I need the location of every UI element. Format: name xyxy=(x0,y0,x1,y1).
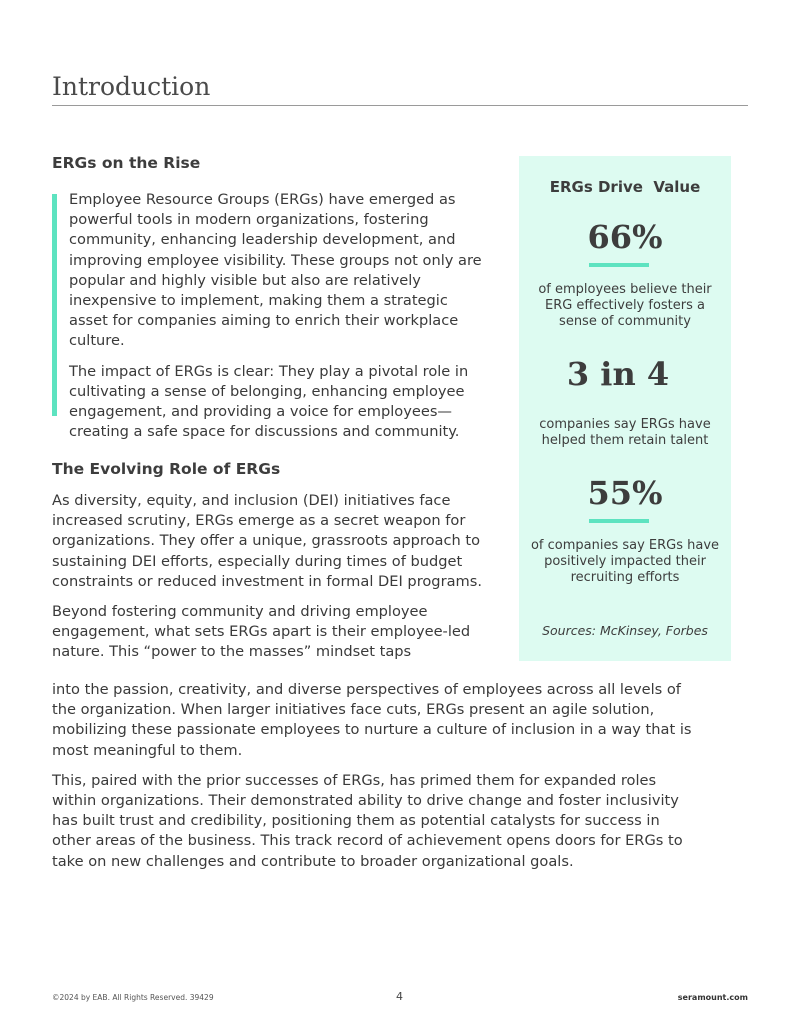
page-title: Introduction xyxy=(52,72,211,101)
paragraph: The impact of ERGs is clear: They play a pivotal role in cultivating a sense of belonging, enhancing employee engagement, and providing a voice for employees—creating a safe space for discussions and community. xyxy=(69,362,469,441)
paragraph: As diversity, equity, and inclusion (DEI) initiatives face increased scrutiny, ERGs emerge as a secret weapon for organizations. They offer a unique, grassroots approach to sustaining DEI efforts, especially during times of budget constraints or reduced investment in formal DEI programs. xyxy=(52,492,482,590)
body-full-width xyxy=(52,680,692,872)
sidebar-title: ERGs Drive Value xyxy=(549,178,701,196)
paragraph: into the passion, creativity, and diverse perspectives of employees across all levels of the organization. When larger initiatives face cuts, ERGs present an agile solution, mobilizing these passionate employees to nurture a culture of inclusion in a way that is most meaningful to them. xyxy=(52,681,692,759)
body-column xyxy=(52,491,497,663)
footer-site: seramount.com xyxy=(677,993,748,1002)
stat-value: 66% xyxy=(587,218,663,256)
stat-accent-bar xyxy=(589,263,649,267)
footer-copyright: ©2024 by EAB. All Rights Reserved. 39429 xyxy=(52,993,214,1002)
stat-description: companies say ERGs have helped them retain talent xyxy=(539,417,711,448)
section-heading-erg-rise: ERGs on the Rise xyxy=(52,154,201,172)
stat-accent-bar xyxy=(589,519,649,523)
footer-page-number: 4 xyxy=(396,990,403,1003)
stat-description: of companies say ERGs have positively impacted their recruiting efforts xyxy=(530,538,720,585)
stat-description: of employees believe their ERG effectively fosters a sense of community xyxy=(538,282,712,329)
title-divider xyxy=(52,105,748,106)
paragraph: Employee Resource Groups (ERGs) have emerged as powerful tools in modern organizations, fostering community, enhancing leadership development, and improving employee visibility. These groups not only are popular and highly visible but also are relatively inexpensive to implement, making them a strategic asset for companies aiming to enrich their workplace culture. xyxy=(69,191,482,350)
paragraph: This, paired with the prior successes of ERGs, has primed them for expanded roles within organizations. Their demonstrated ability to drive change and foster inclusivity has built trust and credibility, positioning them as potential catalysts for success in other areas of the business. This track record of achievement opens doors for ERGs to take on new challenges and contribute to broader organizational goals. xyxy=(52,771,683,870)
stats-sidebar xyxy=(519,156,731,661)
section-heading-evolving-role: The Evolving Role of ERGs xyxy=(52,460,281,478)
stat-value: 55% xyxy=(587,474,663,512)
sources-note: Sources: McKinsey, Forbes xyxy=(542,623,708,638)
callout-accent-bar xyxy=(52,194,57,416)
callout-block xyxy=(69,190,489,442)
paragraph: Beyond fostering community and driving employee engagement, what sets ERGs apart is their employee-led nature. This “power to the masses” mindset taps xyxy=(52,603,471,661)
stat-value: 3 in 4 xyxy=(566,355,670,393)
